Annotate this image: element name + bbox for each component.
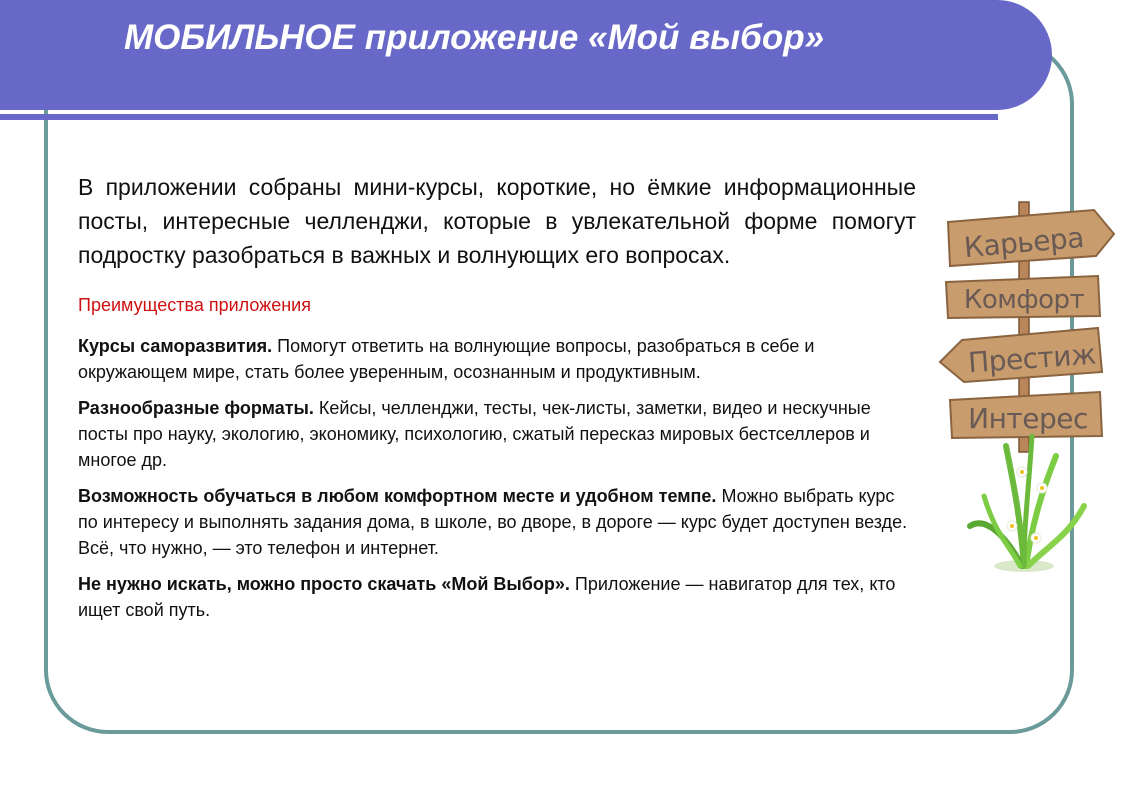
- sign-career-label: Карьера: [962, 220, 1086, 265]
- advantage-text: Помогут ответить на волнующие вопросы, разобраться в себе и окружающем мире, стать более уверенным, осознанным и продуктивным.: [78, 336, 815, 382]
- sign-comfort: [946, 276, 1100, 318]
- advantage-item: [78, 571, 916, 623]
- page-title: МОБИЛЬНОЕ приложение «Мой выбор»: [124, 18, 825, 57]
- sign-career: [948, 210, 1114, 266]
- sign-interest-label: Интерес: [968, 402, 1088, 435]
- sign-interest: [950, 392, 1102, 438]
- sign-prestige-label: Престиж: [967, 337, 1097, 380]
- banner-underline: [0, 114, 998, 120]
- grass-decoration: [970, 436, 1084, 572]
- intro-paragraph: В приложении собраны мини-курсы, короткие, но ёмкие информационные посты, интересные челленджи, которые в увлекательной форме помогут подростку разобраться в важных и волнующих его вопросах.: [78, 174, 916, 268]
- advantage-item: [78, 395, 916, 473]
- advantage-lead: Не нужно искать, можно просто скачать «Мой Выбор».: [78, 574, 570, 594]
- advantage-item: [78, 483, 916, 561]
- advantage-item: [78, 333, 916, 385]
- advantage-lead: Курсы саморазвития.: [78, 336, 273, 356]
- advantage-text: Приложение — навигатор для тех, кто ищет свой путь.: [78, 574, 896, 620]
- main-content: [78, 170, 916, 633]
- advantage-lead: Возможность обучаться в любом комфортном месте и удобном темпе.: [78, 486, 717, 506]
- signpost-illustration: [936, 196, 1116, 576]
- advantages-heading: Преимущества приложения: [78, 295, 311, 315]
- title-banner: [0, 0, 1052, 110]
- sign-comfort-label: Комфорт: [963, 285, 1085, 315]
- advantage-lead: Разнообразные форматы.: [78, 398, 314, 418]
- advantage-text: Кейсы, челленджи, тесты, чек-листы, заметки, видео и нескучные посты про науку, экологию, экономику, психологию, сжатый пересказ мировых бестселлеров и многое др.: [78, 398, 871, 470]
- sign-prestige: [940, 328, 1102, 382]
- advantage-text: Можно выбрать курс по интересу и выполнять задания дома, в школе, во дворе, в дороге — курс будет доступен везде. Всё, что нужно, — это телефон и интернет.: [78, 486, 908, 558]
